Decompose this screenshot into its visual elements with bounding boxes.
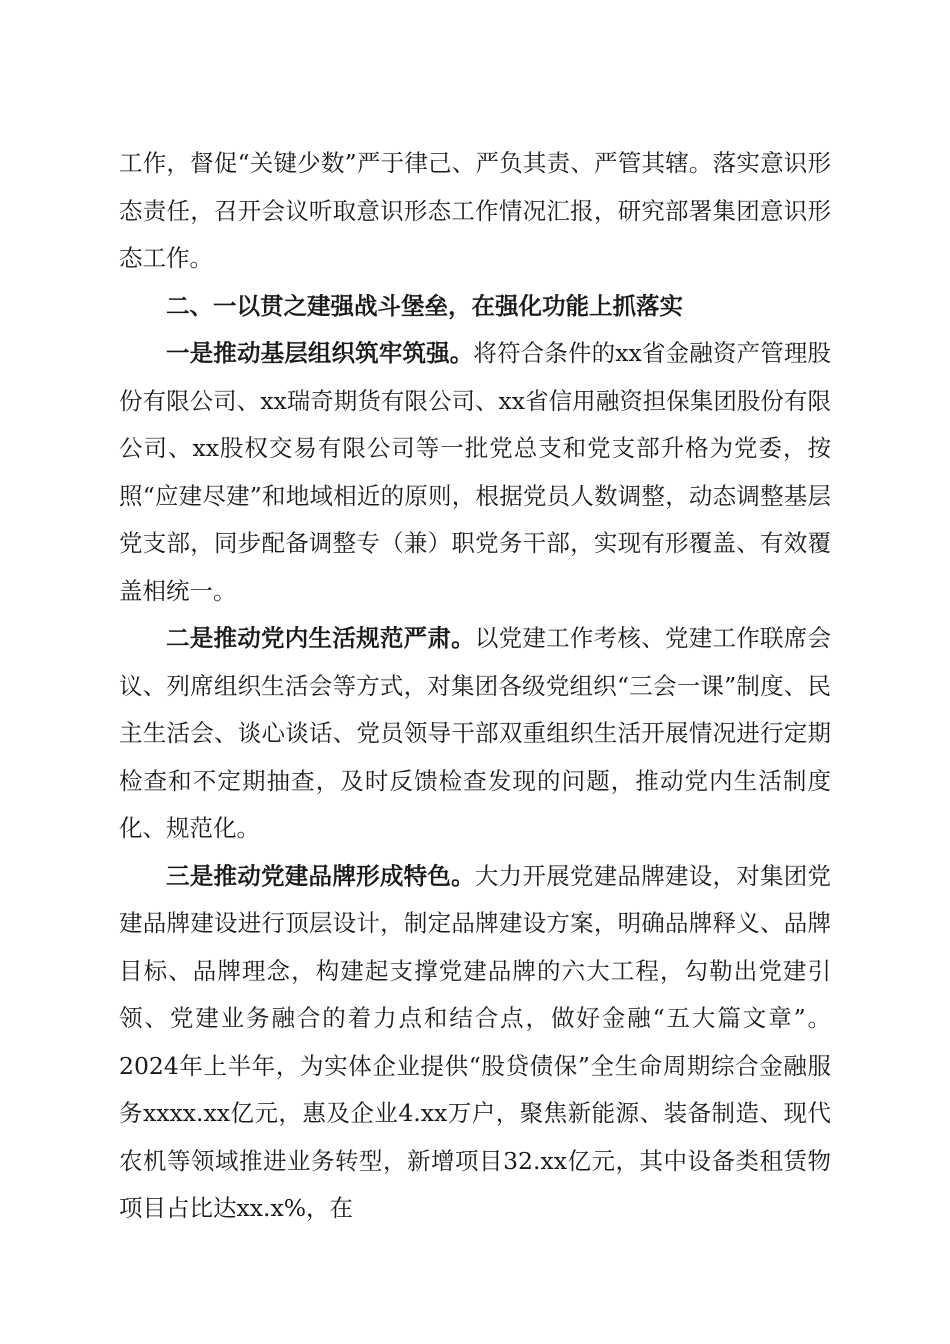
item-2-lead: 二是推动党内生活规范严肃。 [166,624,475,652]
item-3-lead: 三是推动党建品牌形成特色。 [166,861,475,890]
paragraph-continued: 工作，督促“关键少数”严于律己、严负其责、严管其辖。落实意识形态责任，召开会议听取意识形态工作情况汇报，研究部署集团意识形态工作。 [119,149,831,272]
item-1-body: 将符合条件的xx省金融资产管理股份有限公司、xx瑞奇期货有限公司、xx省信用融资担保集团股份有限公司、xx股权交易有限公司等一批党总支和党支部升格为党委，按照“应建尽建”和地域相近的原则，根据党员人数调整，动态调整基层党支部，同步配备调整专（兼）职党务干部，实现有形覆盖、有效覆盖相统一。 [119,339,831,605]
paragraph-item-1 [119,330,831,615]
item-1-lead: 一是推动基层组织筑牢筑强。 [166,339,474,367]
paragraph-item-3 [119,853,831,1233]
item-3-body: 大力开展党建品牌建设，对集团党建品牌建设进行顶层设计，制定品牌建设方案，明确品牌释义、品牌目标、品牌理念，构建起支撑党建品牌的六大工程，勾勒出党建引领、党建业务融合的着力点和结合点，做好金融“五大篇文章”。2024年上半年，为实体企业提供“股贷债保”全生命周期综合金融服务xxxx.xx亿元，惠及企业4.xx万户，聚焦新能源、装备制造、现代农机等领域推进业务转型，新增项目32.xx亿元，其中设备类租赁物项目占比达xx.x%，在 [119,861,832,1222]
paragraph-item-2 [119,615,831,853]
document-body [119,140,831,1233]
section-heading: 二、一以贯之建强战斗堡垒，在强化功能上抓落实 [166,291,683,320]
item-2-body: 以党建工作考核、党建工作联席会议、列席组织生活会等方式，对集团各级党组织“三会一课”制度、民主生活会、谈心谈话、党员领导干部双重组织生活开展情况进行定期检查和不定期抽查，及时反馈检查发现的问题，推动党内生活制度化、规范化。 [119,624,832,842]
